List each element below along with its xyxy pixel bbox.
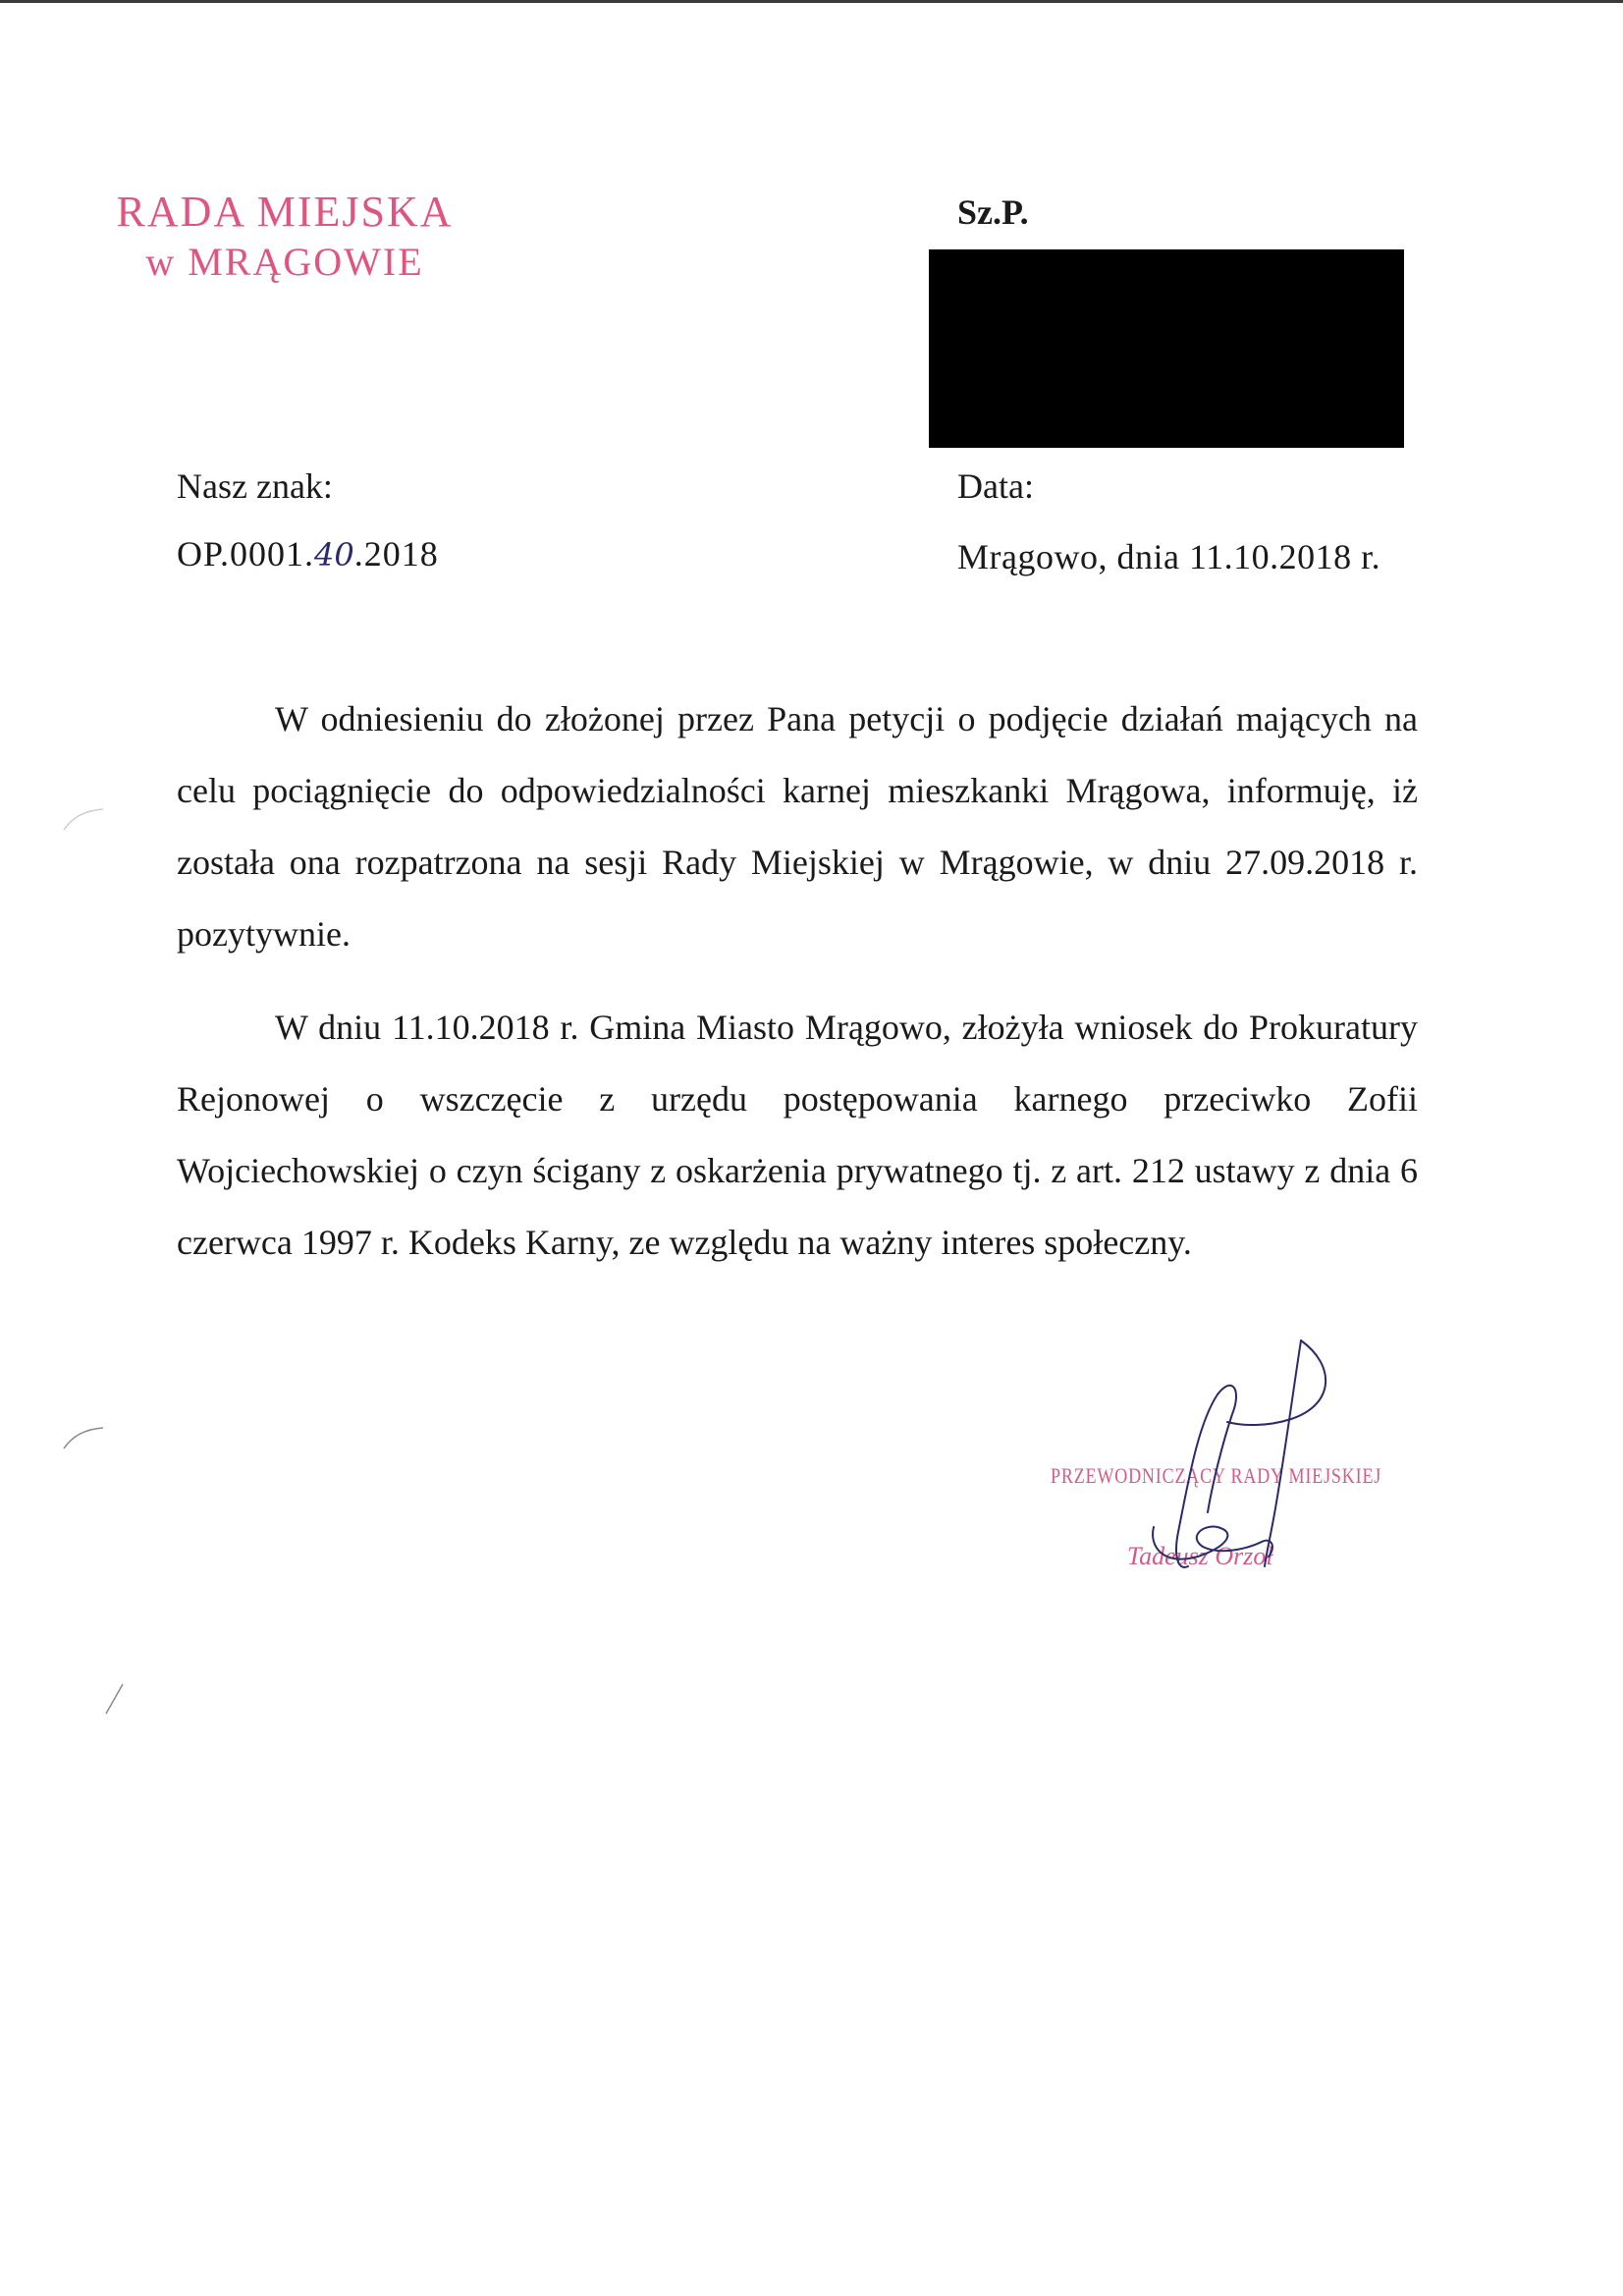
letter-body — [177, 683, 1418, 1300]
date-label: Data: — [957, 466, 1034, 506]
body-paragraph-2: W dniu 11.10.2018 r. Gmina Miasto Mrągowo, złożyła wniosek do Prokuratury Rejonowej o wszczęcie z urzędu postępowania karnego przeciwko Zofii Wojciechowskiej o czyn ścigany z oskarżenia prywatnego tj. z art. 212 ustawy z dnia 6 czerwca 1997 r. Kodeks Karny, ze względu na ważny interes społeczny. — [177, 1008, 1418, 1262]
addressee-salutation: Sz.P. — [957, 192, 1029, 232]
reference-number — [177, 533, 439, 574]
signature-name-stamp: Tadeusz Orzoł — [1127, 1542, 1273, 1570]
stamp-line-1: RADA MIEJSKA — [116, 188, 454, 236]
reference-label: Nasz znak: — [177, 466, 333, 506]
scan-mark-3 — [98, 1679, 128, 1719]
scan-mark-1 — [59, 805, 108, 835]
signature-title-stamp: PRZEWODNICZĄCY RADY MIEJSKIEJ — [1051, 1463, 1382, 1488]
signature-block — [1041, 1336, 1414, 1601]
handwritten-signature — [1041, 1336, 1414, 1601]
reference-prefix: OP.0001. — [177, 534, 315, 574]
date-value: Mrągowo, dnia 11.10.2018 r. — [957, 537, 1381, 576]
reference-handwritten-number: 40 — [314, 536, 354, 574]
redacted-address-block — [929, 249, 1404, 448]
stamp-line-2: w MRĄGOWIE — [145, 239, 424, 284]
scan-top-edge — [0, 0, 1623, 3]
council-stamp — [98, 187, 471, 286]
reference-suffix: .2018 — [353, 534, 439, 574]
scan-mark-2 — [59, 1424, 108, 1453]
body-paragraph-1: W odniesieniu do złożonej przez Pana petycji o podjęcie działań mających na celu pociągnięcie do odpowiedzialności karnej mieszkanki Mrągowa, informuję, iż została ona rozpatrzona na sesji Rady Miejskiej w Mrągowie, w dniu 27.09.2018 r. pozytywnie. — [177, 699, 1418, 954]
